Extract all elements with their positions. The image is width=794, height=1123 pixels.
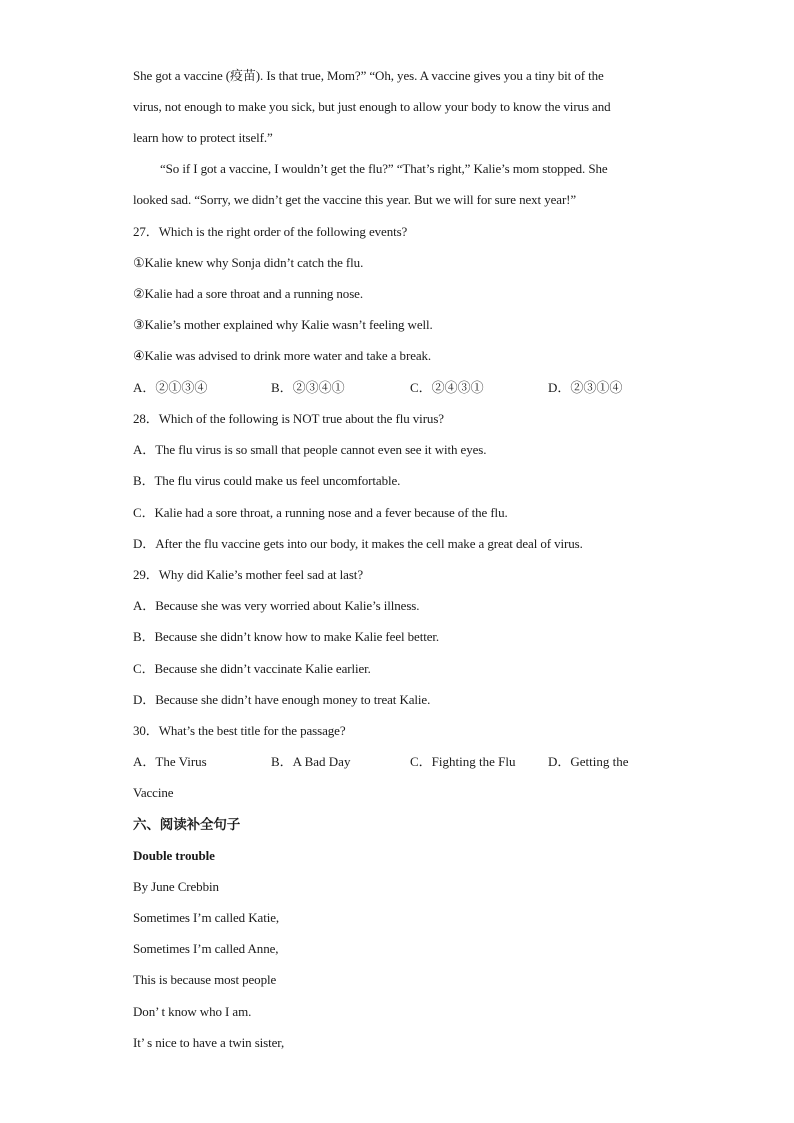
poem-author: By June Crebbin [133, 879, 219, 894]
q28-option-d: D．After the flu vaccine gets into our body, it makes the cell make a great deal of virus. [133, 536, 583, 551]
passage-line: looked sad. “Sorry, we didn’t get the vaccine this year. But we will for sure next year!” [133, 192, 577, 207]
question-30-stem: 30．What’s the best title for the passage? [133, 723, 346, 738]
q30-option-d-continuation: Vaccine [133, 785, 174, 800]
passage-line: She got a vaccine (疫苗). Is that true, Mom?” “Oh, yes. A vaccine gives you a tiny bit of the [133, 68, 604, 83]
poem-title: Double trouble [133, 848, 215, 863]
q28-option-c: C．Kalie had a sore throat, a running nose and a fever because of the flu. [133, 505, 508, 520]
q29-option-b: B．Because she didn’t know how to make Kalie feel better. [133, 629, 440, 644]
event-item: ②Kalie had a sore throat and a running nose. [133, 286, 363, 301]
question-28-stem: 28．Which of the following is NOT true about the flu virus? [133, 411, 444, 426]
q27-option-c: C．②④③① [410, 380, 484, 395]
event-item: ③Kalie’s mother explained why Kalie wasn’t feeling well. [133, 317, 433, 332]
poem-line: Sometimes I’m called Katie, [133, 910, 280, 925]
passage-line: learn how to protect itself.” [133, 130, 273, 145]
poem-line: It’ s nice to have a twin sister, [133, 1035, 285, 1050]
question-27-stem: 27．Which is the right order of the following events? [133, 224, 408, 239]
q29-option-a: A．Because she was very worried about Kalie’s illness. [133, 598, 420, 613]
q29-option-c: C．Because she didn’t vaccinate Kalie earlier. [133, 661, 371, 676]
event-item: ①Kalie knew why Sonja didn’t catch the flu. [133, 255, 364, 270]
poem-line: Sometimes I’m called Anne, [133, 941, 279, 956]
q28-option-b: B．The flu virus could make us feel uncomfortable. [133, 473, 401, 488]
q27-option-b: B．②③④① [271, 380, 345, 395]
q28-option-a: A．The flu virus is so small that people cannot even see it with eyes. [133, 442, 487, 457]
poem-line: This is because most people [133, 972, 277, 987]
question-29-stem: 29．Why did Kalie’s mother feel sad at last? [133, 567, 363, 582]
q30-option-b: B．A Bad Day [271, 754, 351, 769]
q27-option-a: A．②①③④ [133, 380, 208, 395]
q30-option-a: A．The Virus [133, 754, 207, 769]
section-heading: 六、阅读补全句子 [133, 817, 241, 833]
q29-option-d: D．Because she didn’t have enough money to treat Kalie. [133, 692, 431, 707]
passage-line: “So if I got a vaccine, I wouldn’t get the flu?” “That’s right,” Kalie’s mom stopped. She [160, 161, 608, 176]
q27-option-d: D．②③①④ [548, 380, 623, 395]
event-item: ④Kalie was advised to drink more water and take a break. [133, 348, 432, 363]
q30-option-d: D．Getting the [548, 754, 629, 769]
passage-line: virus, not enough to make you sick, but just enough to allow your body to know the virus and [133, 99, 611, 114]
poem-line: Don’ t know who I am. [133, 1004, 252, 1019]
q30-option-c: C．Fighting the Flu [410, 754, 516, 769]
